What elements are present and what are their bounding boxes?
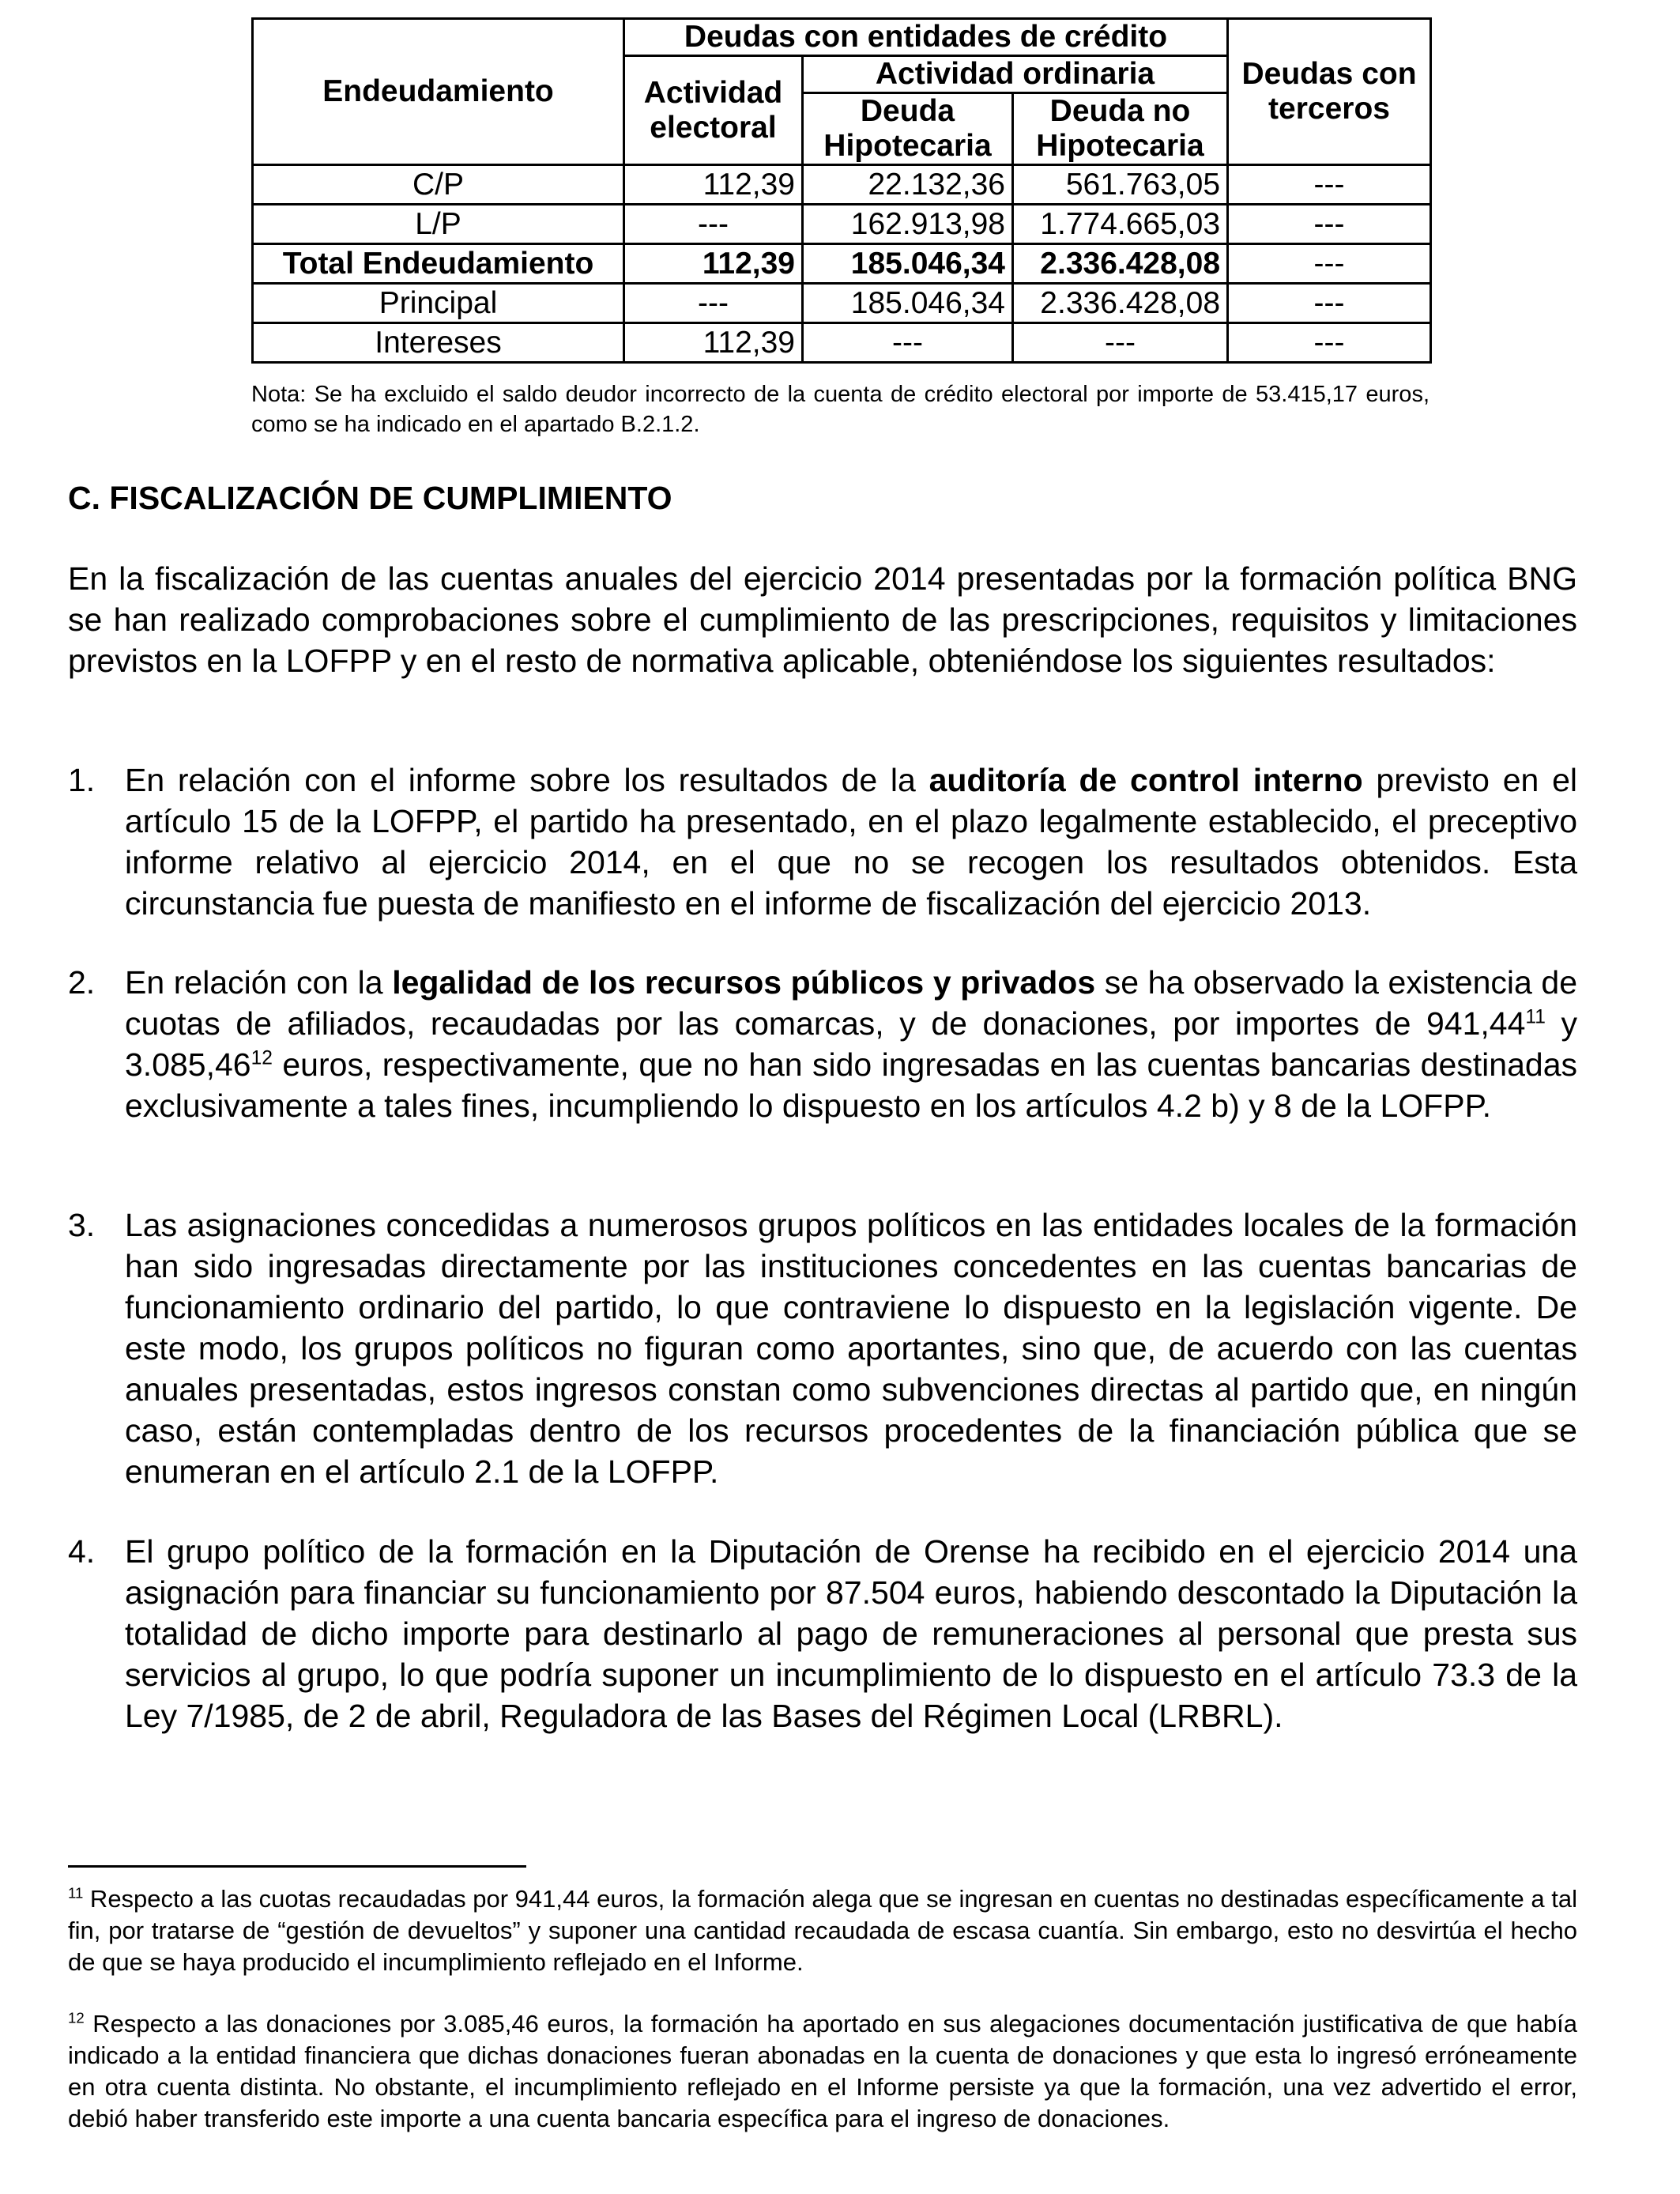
item-emphasis: legalidad de los recursos públicos y privados (392, 964, 1096, 1001)
item-number: 3. (68, 1207, 96, 1243)
cell-electoral: 112,39 (624, 165, 803, 205)
cell-terceros: --- (1228, 323, 1431, 363)
item-emphasis: auditoría de control interno (929, 762, 1363, 798)
list-item (68, 1204, 1577, 1492)
footnote-mark: 11 (68, 1884, 84, 1902)
table-note: Nota: Se ha excluido el saldo deudor incorrecto de la cuenta de crédito electoral por importe de 53.415,17 euros, como se ha indicado en el apartado B.2.1.2. (251, 382, 1430, 437)
item-number: 4. (68, 1533, 96, 1570)
row-label: L/P (253, 205, 624, 244)
footnote-ref[interactable]: 12 (250, 1047, 273, 1069)
list-item (68, 1531, 1577, 1736)
cell-electoral: --- (624, 205, 803, 244)
footnote-mark: 12 (68, 2009, 85, 2026)
header-deuda-no-hipotecaria: Deuda no Hipotecaria (1013, 93, 1228, 165)
cell-hipotecaria: 162.913,98 (803, 205, 1013, 244)
row-label: Intereses (253, 323, 624, 363)
footnote-text: Respecto a las cuotas recaudadas por 941,44 euros, la formación alega que se ingresan en cuentas no destinadas específicamente a tal fin, por tratarse de “gestión de devueltos” y suponer una cantidad recaudada de escasa cuantía. Sin embargo, esto no desvirtúa el hecho de que se haya producido el incumplimiento reflejado en el Informe. (68, 1885, 1577, 1976)
table-row (253, 205, 1431, 244)
header-deuda-hipotecaria: Deuda Hipotecaria (803, 93, 1013, 165)
section-title: C. FISCALIZACIÓN DE CUMPLIMIENTO (68, 480, 672, 516)
item-text-part: En relación con el informe sobre los resultados de la (125, 762, 929, 798)
footnote (68, 1883, 1577, 1978)
item-text: El grupo político de la formación en la Diputación de Orense ha recibido en el ejercicio 2014 una asignación para financiar su funcionamiento por 87.504 euros, habiendo descontado la Diputación la totalidad de dicho importe para destinarlo al pago de remuneraciones al personal que presta sus servicios al grupo, lo que podría suponer un incumplimiento de lo dispuesto en el artículo 73.3 de la Ley 7/1985, de 2 de abril, Reguladora de las Bases del Régimen Local (LRBRL). (125, 1533, 1577, 1734)
item-text-part: y 3.085,46 (125, 1005, 1577, 1083)
header-deudas-terceros: Deudas con terceros (1228, 19, 1431, 165)
item-text: Las asignaciones concedidas a numerosos grupos políticos en las entidades locales de la formación han sido ingresadas directamente por las instituciones concedentes en las cuentas bancarias de funcionamiento ordinario del partido, lo que contraviene lo dispuesto en la legislación vigente. De este modo, los grupos políticos no figuran como aportantes, sino que, de acuerdo con las cuentas anuales presentadas, estos ingresos constan como subvenciones directas al partido que, en ningún caso, están contempladas dentro de los recursos procedentes de la financiación pública que se enumeran en el artículo 2.1 de la LOFPP. (125, 1207, 1577, 1490)
cell-hipotecaria: 22.132,36 (803, 165, 1013, 205)
cell-terceros: --- (1228, 205, 1431, 244)
table-row (253, 323, 1431, 363)
intro-paragraph: En la fiscalización de las cuentas anuales del ejercicio 2014 presentadas por la formación política BNG se han realizado comprobaciones sobre el cumplimiento de las prescripciones, requisitos y limitaciones previstos en la LOFPP y en el resto de normativa aplicable, obteniéndose los siguientes resultados: (68, 560, 1577, 679)
debt-table (251, 17, 1432, 364)
item-text-part: En relación con la (125, 964, 393, 1001)
item-number: 2. (68, 964, 96, 1001)
cell-hipotecaria: --- (803, 323, 1013, 363)
header-deudas-credito: Deudas con entidades de crédito (624, 19, 1228, 56)
footnote-text: Respecto a las donaciones por 3.085,46 euros, la formación ha aportado en sus alegaciones documentación justificativa de que había indicado a la entidad financiera que dichas donaciones fueran abonadas en la cuenta de donaciones y que esta lo ingresó erróneamente en otra cuenta distinta. No obstante, el incumplimiento reflejado en el Informe persiste ya que la formación, una vez advertido el error, debió haber transferido este importe a una cuenta bancaria específica para el ingreso de donaciones. (68, 2010, 1577, 2132)
header-actividad-electoral: Actividad electoral (624, 56, 803, 165)
cell-electoral: 112,39 (624, 244, 803, 284)
cell-no-hipotecaria: --- (1013, 323, 1228, 363)
cell-terceros: --- (1228, 244, 1431, 284)
cell-no-hipotecaria: 2.336.428,08 (1013, 244, 1228, 284)
cell-hipotecaria: 185.046,34 (803, 244, 1013, 284)
table-row-total (253, 244, 1431, 284)
header-endeudamiento: Endeudamiento (253, 19, 624, 165)
footnote-separator (68, 1865, 526, 1868)
item-number: 1. (68, 762, 96, 798)
list-item (68, 962, 1577, 1126)
cell-no-hipotecaria: 561.763,05 (1013, 165, 1228, 205)
cell-hipotecaria: 185.046,34 (803, 284, 1013, 323)
footnote (68, 2008, 1577, 2135)
table-row (253, 284, 1431, 323)
row-label: Total Endeudamiento (253, 244, 624, 284)
cell-no-hipotecaria: 1.774.665,03 (1013, 205, 1228, 244)
footnote-ref[interactable]: 11 (1525, 1006, 1546, 1028)
item-text-part: se ha observado la existencia de cuotas de afiliados, recaudadas por las comarcas, y de donaciones, por importes de 941,44 (125, 964, 1578, 1042)
cell-electoral: --- (624, 284, 803, 323)
cell-no-hipotecaria: 2.336.428,08 (1013, 284, 1228, 323)
row-label: Principal (253, 284, 624, 323)
item-text-part: euros, respectivamente, que no han sido ingresadas en las cuentas bancarias destinadas exclusivamente a tales fines, incumpliendo lo dispuesto en los artículos 4.2 b) y 8 de la LOFPP. (125, 1046, 1577, 1124)
cell-terceros: --- (1228, 165, 1431, 205)
cell-terceros: --- (1228, 284, 1431, 323)
header-actividad-ordinaria: Actividad ordinaria (803, 56, 1228, 93)
item-text-part: previsto en el artículo 15 de la LOFPP, el partido ha presentado, en el plazo legalmente establecido, el preceptivo informe relativo al ejercicio 2014, en el que no se recogen los resultados obtenidos. Esta circunstancia fue puesta de manifiesto en el informe de fiscalización del ejercicio 2013. (125, 762, 1577, 922)
item-text (125, 760, 1577, 924)
row-label: C/P (253, 165, 624, 205)
table-row (253, 165, 1431, 205)
cell-electoral: 112,39 (624, 323, 803, 363)
item-text (125, 962, 1577, 1126)
list-item (68, 760, 1577, 924)
